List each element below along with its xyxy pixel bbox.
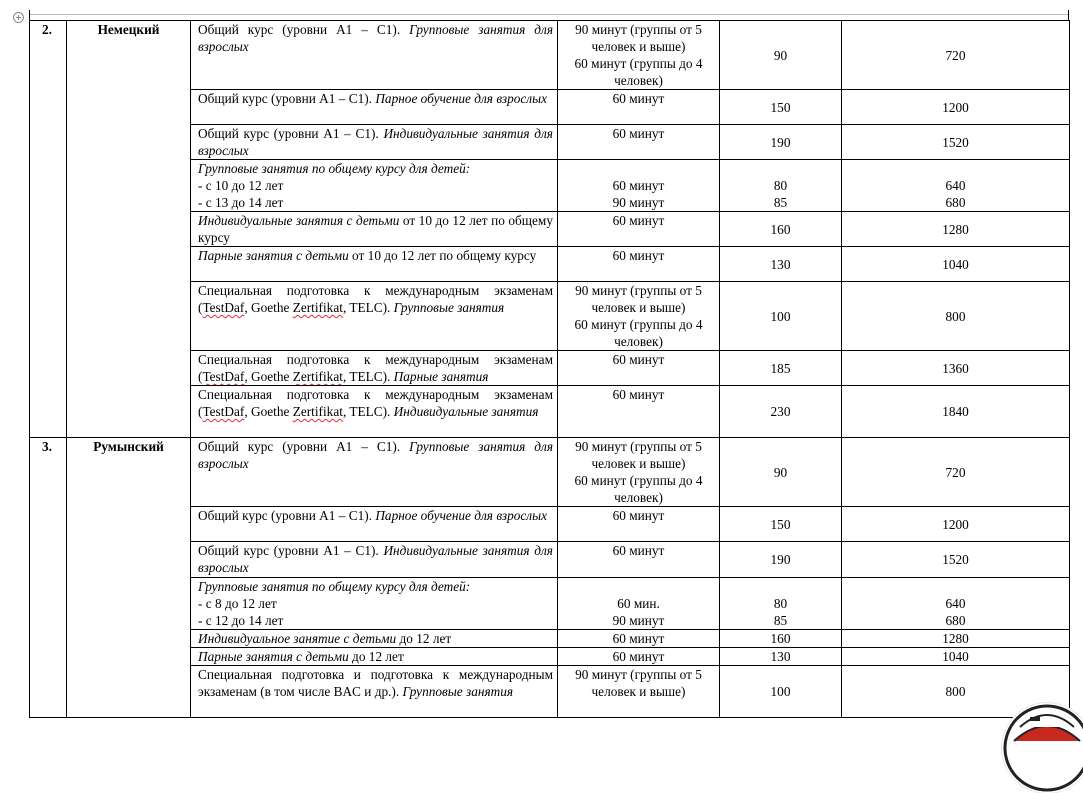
duration: 90 минут (группы от 5 человек и выше) 60 минут (группы до 4 человек) xyxy=(558,438,720,507)
price: 720 xyxy=(842,21,1070,90)
price: 1040 xyxy=(842,247,1070,282)
duration: 90 минут (группы от 5 человек и выше) 60 минут (группы до 4 человек) xyxy=(558,21,720,90)
price: 1040 xyxy=(842,648,1070,666)
table-move-handle-icon[interactable] xyxy=(13,12,24,23)
price: 640 680 xyxy=(842,160,1070,212)
hours: 130 xyxy=(720,648,842,666)
page-rule xyxy=(29,14,1069,15)
duration: 60 мин. 90 минут xyxy=(558,578,720,630)
price: 1520 xyxy=(842,542,1070,578)
hours: 185 xyxy=(720,351,842,386)
price: 1280 xyxy=(842,212,1070,247)
table-row xyxy=(30,438,1070,507)
course-description: Общий курс (уровни А1 – С1). Групповые занятия для взрослых xyxy=(191,438,558,507)
duration: 60 минут xyxy=(558,247,720,282)
chef-hat-logo-icon xyxy=(1002,703,1083,793)
course-description: Парные занятия с детьми от 10 до 12 лет по общему курсу xyxy=(191,247,558,282)
price: 800 xyxy=(842,666,1070,718)
price: 720 xyxy=(842,438,1070,507)
course-description: Общий курс (уровни А1 – С1). Индивидуальные занятия для взрослых xyxy=(191,125,558,160)
duration: 90 минут (группы от 5 человек и выше) xyxy=(558,666,720,718)
table-row xyxy=(30,21,1070,90)
course-description: Общий курс (уровни А1 – С1). Групповые занятия для взрослых xyxy=(191,21,558,90)
course-description: Специальная подготовка к международным экзаменам (TestDaf, Goethe Zertifikat, TELC). Парные занятия xyxy=(191,351,558,386)
hours: 80 85 xyxy=(720,160,842,212)
hours: 100 xyxy=(720,666,842,718)
section-number: 2. xyxy=(30,21,67,438)
price: 1200 xyxy=(842,507,1070,542)
duration: 60 минут xyxy=(558,542,720,578)
price: 800 xyxy=(842,282,1070,351)
duration: 60 минут 90 минут xyxy=(558,160,720,212)
hours: 230 xyxy=(720,386,842,438)
course-description: Общий курс (уровни А1 – С1). Парное обучение для взрослых xyxy=(191,90,558,125)
course-description: Групповые занятия по общему курсу для детей: - с 10 до 12 лет - с 13 до 14 лет xyxy=(191,160,558,212)
language-name: Румынский xyxy=(67,438,191,718)
hours: 90 xyxy=(720,438,842,507)
course-description: Специальная подготовка к международным экзаменам (TestDaf, Goethe Zertifikat, TELC). Групповые занятия xyxy=(191,282,558,351)
hours: 90 xyxy=(720,21,842,90)
duration: 60 минут xyxy=(558,212,720,247)
hours: 150 xyxy=(720,90,842,125)
duration: 60 минут xyxy=(558,125,720,160)
duration: 60 минут xyxy=(558,386,720,438)
course-description: Общий курс (уровни А1 – С1). Парное обучение для взрослых xyxy=(191,507,558,542)
hours: 160 xyxy=(720,630,842,648)
price: 640 680 xyxy=(842,578,1070,630)
duration: 60 минут xyxy=(558,351,720,386)
hours: 190 xyxy=(720,125,842,160)
hours: 80 85 xyxy=(720,578,842,630)
hours: 100 xyxy=(720,282,842,351)
duration: 60 минут xyxy=(558,630,720,648)
course-description: Специальная подготовка к международным экзаменам (TestDaf, Goethe Zertifikat, TELC). Индивидуальные занятия xyxy=(191,386,558,438)
duration: 90 минут (группы от 5 человек и выше) 60 минут (группы до 4 человек) xyxy=(558,282,720,351)
course-description: Индивидуальное занятие с детьми до 12 лет xyxy=(191,630,558,648)
hours: 150 xyxy=(720,507,842,542)
price: 1360 xyxy=(842,351,1070,386)
course-description: Специальная подготовка и подготовка к международным экзаменам (в том числе BAC и др.). Групповые занятия xyxy=(191,666,558,718)
hours: 190 xyxy=(720,542,842,578)
price-table xyxy=(29,20,1070,718)
language-name: Немецкий xyxy=(67,21,191,438)
price: 1520 xyxy=(842,125,1070,160)
table-border-left xyxy=(29,10,30,20)
table-border-right xyxy=(1068,10,1069,20)
course-description: Парные занятия с детьми до 12 лет xyxy=(191,648,558,666)
price: 1200 xyxy=(842,90,1070,125)
logo-badge xyxy=(1002,703,1083,793)
course-description: Индивидуальные занятия с детьми от 10 до 12 лет по общему курсу xyxy=(191,212,558,247)
course-description: Групповые занятия по общему курсу для детей: - с 8 до 12 лет - с 12 до 14 лет xyxy=(191,578,558,630)
section-number: 3. xyxy=(30,438,67,718)
hours: 160 xyxy=(720,212,842,247)
duration: 60 минут xyxy=(558,90,720,125)
price: 1840 xyxy=(842,386,1070,438)
price: 1280 xyxy=(842,630,1070,648)
hours: 130 xyxy=(720,247,842,282)
duration: 60 минут xyxy=(558,648,720,666)
duration: 60 минут xyxy=(558,507,720,542)
course-description: Общий курс (уровни А1 – С1). Индивидуальные занятия для взрослых xyxy=(191,542,558,578)
